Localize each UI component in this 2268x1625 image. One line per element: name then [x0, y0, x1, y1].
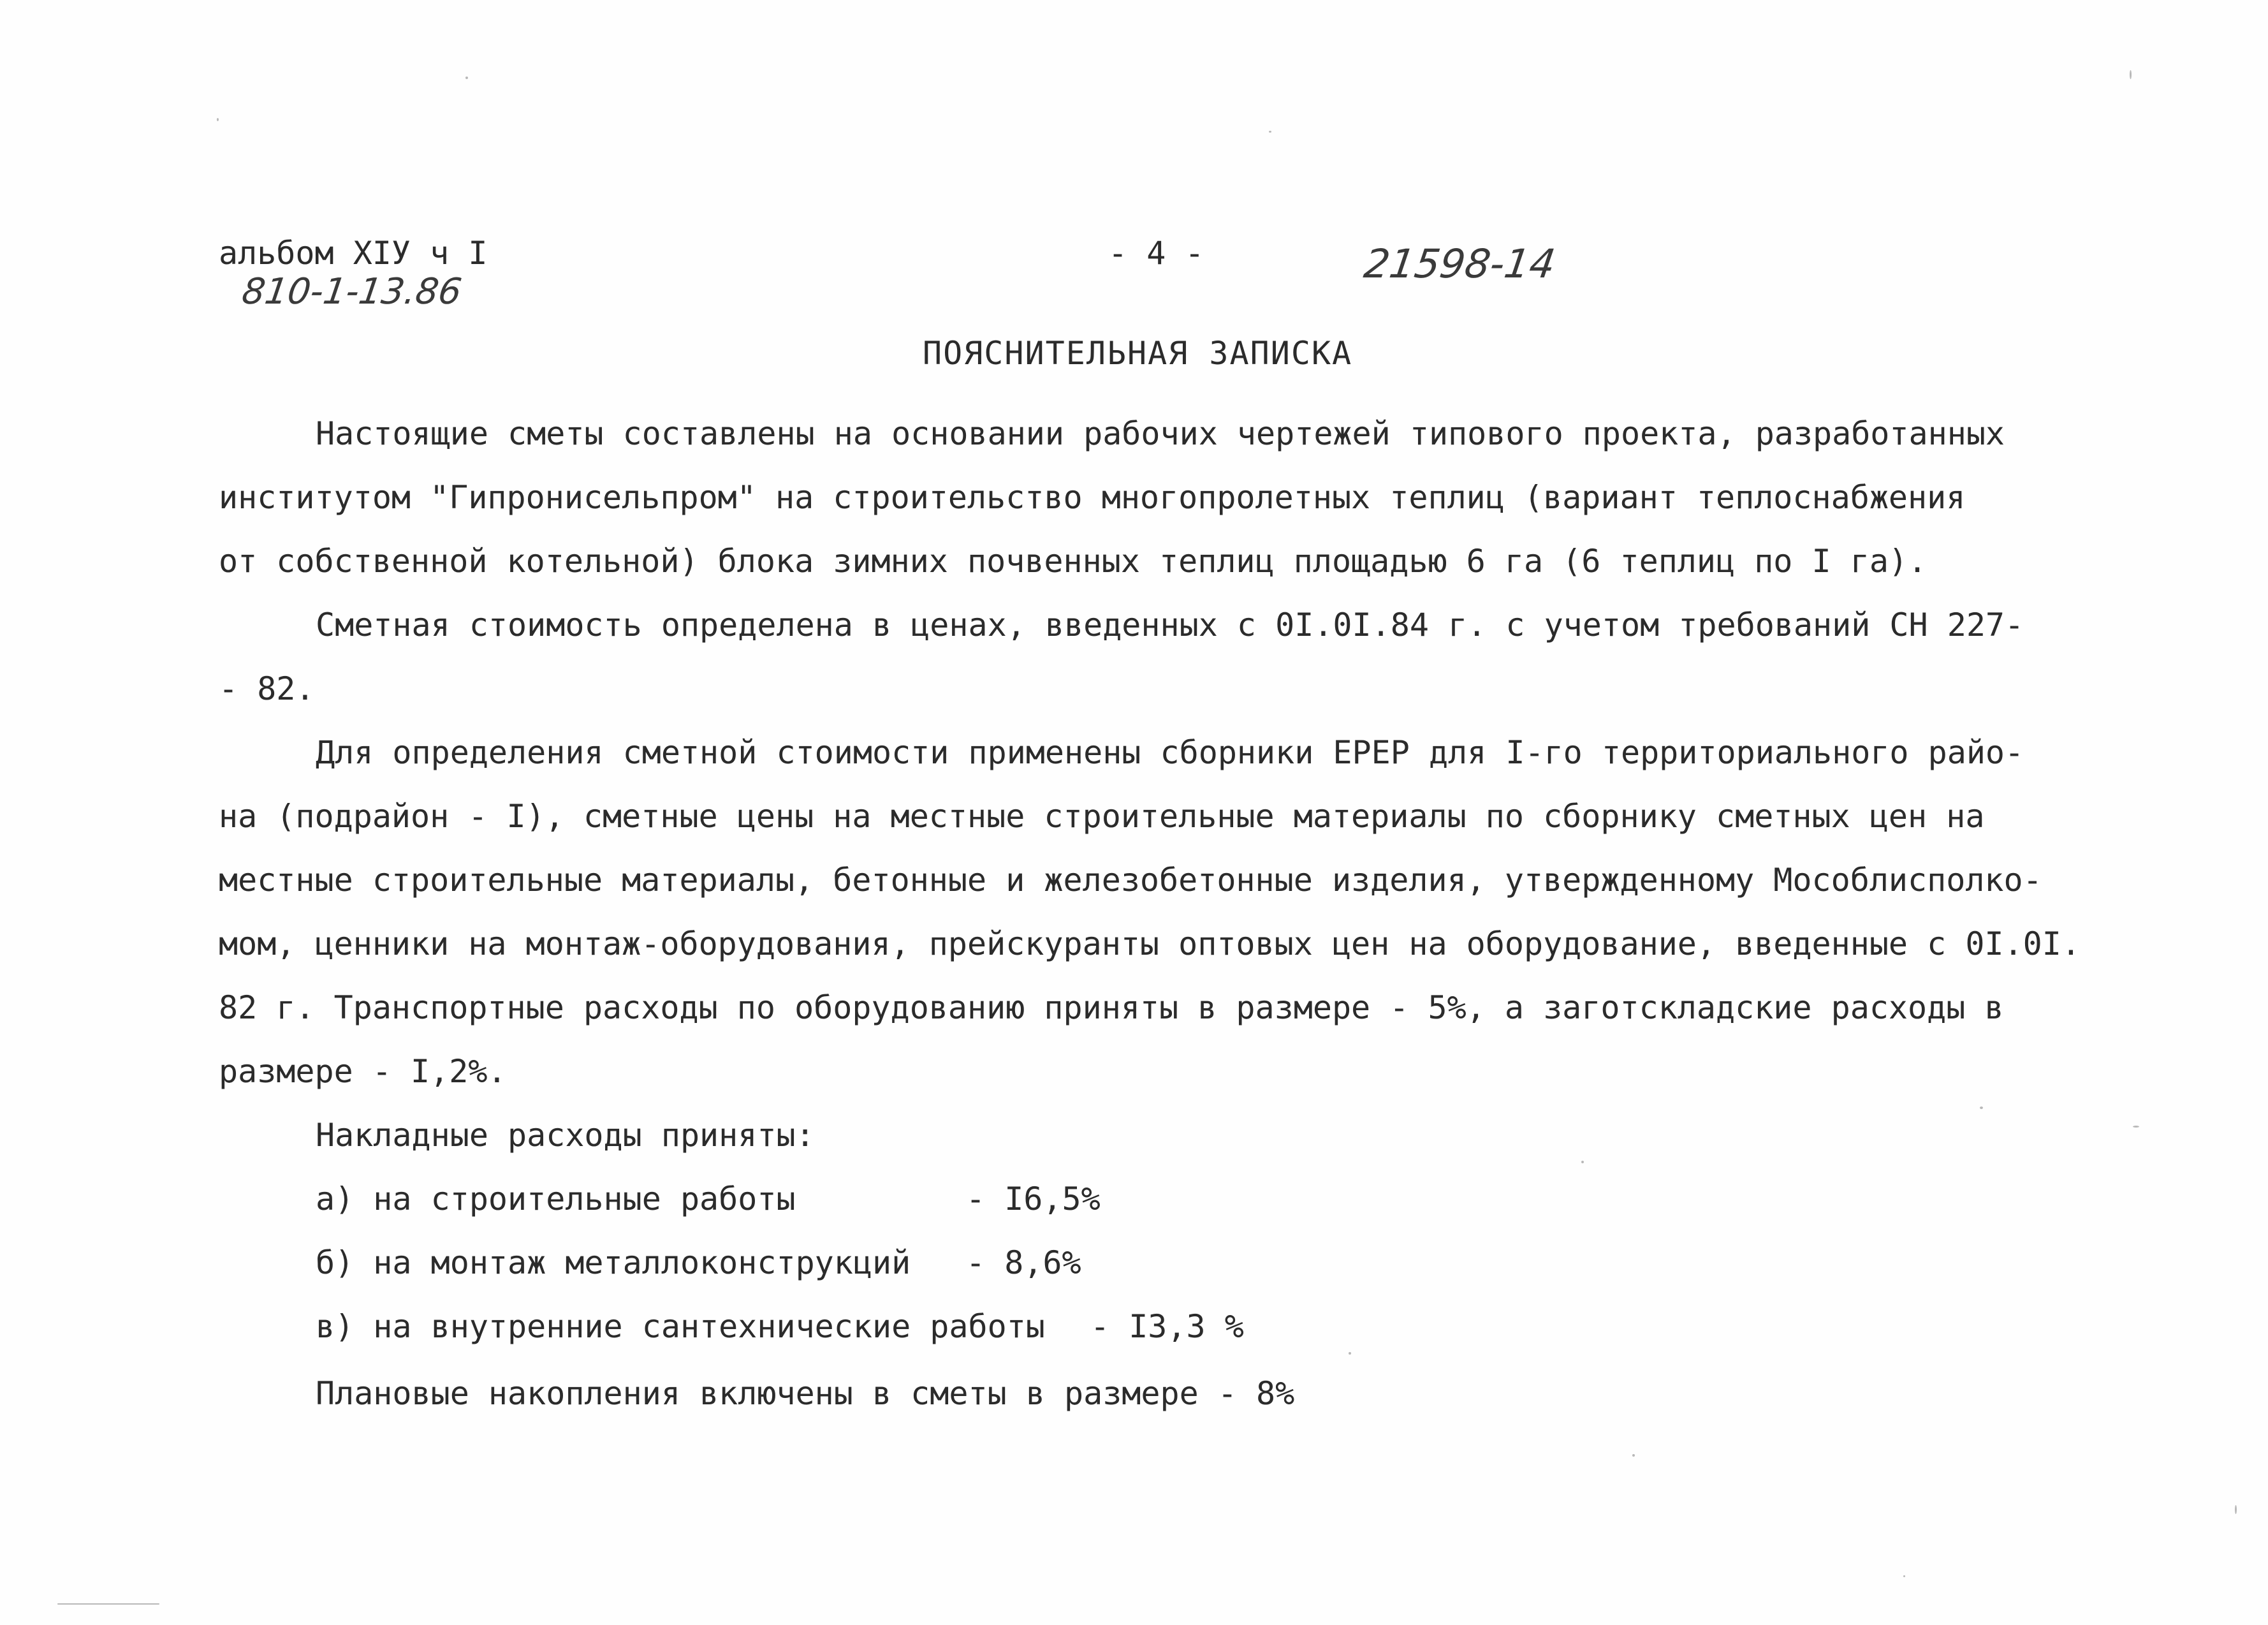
overhead-item-b-value: - 8,6% — [966, 1244, 1081, 1281]
paragraph-3-line-6: размере - I,2%. — [219, 1053, 507, 1090]
document-title: ПОЯСНИТЕЛЬНАЯ ЗАПИСКА — [923, 335, 1353, 372]
scan-speck — [1632, 1454, 1635, 1457]
overhead-item-b-label: б) на монтаж металлоконструкций — [316, 1244, 911, 1281]
paragraph-3-line-2: на (подрайон - I), сметные цены на местные строительные материалы по сборнику сметных цен на — [219, 798, 1985, 835]
scan-speck — [2130, 70, 2132, 79]
paragraph-1-line-1: Настоящие сметы составлены на основании рабочих чертежей типового проекта, разработанных — [316, 415, 2005, 452]
paragraph-2-line-2: - 82. — [219, 670, 315, 707]
scan-speck — [2133, 1126, 2139, 1128]
overhead-item-c-value: - I3,3 % — [1090, 1308, 1244, 1345]
scan-speck — [1903, 1575, 1905, 1577]
sheet-number-handwritten: 21598-14 — [1361, 240, 1558, 287]
scan-speck — [217, 118, 219, 121]
paragraph-1-line-3: от собственной котельной) блока зимних почвенных теплиц площадью 6 га (6 теплиц по I га). — [219, 543, 1928, 580]
paragraph-3-line-1: Для определения сметной стоимости применены сборники ЕРЕР для I-го территориального райо- — [316, 734, 2024, 771]
paragraph-3-line-4: мом, ценники на монтаж-оборудования, прейскуранты оптовых цен на оборудование, введенные с 0I.0I. — [219, 925, 2081, 962]
album-label: альбом XIУ ч I — [219, 235, 488, 272]
scan-speck — [1349, 1352, 1351, 1355]
album-code-handwritten: 810-1-13.86 — [239, 271, 464, 312]
scan-speck — [1980, 1107, 1983, 1109]
overhead-item-a-value: - I6,5% — [966, 1180, 1101, 1217]
paragraph-3-line-5: 82 г. Транспортные расходы по оборудованию приняты в размере - 5%, а заготскладские расходы в — [219, 989, 2004, 1026]
paragraph-1-line-2: институтом "Гипронисельпром" на строительство многопролетных теплиц (вариант теплоснабжения — [219, 479, 1966, 516]
overhead-heading: Накладные расходы приняты: — [316, 1117, 815, 1154]
planned-savings: Плановые накопления включены в сметы в размере - 8% — [316, 1375, 1295, 1412]
scan-speck — [2235, 1505, 2237, 1514]
overhead-item-a-label: а) на строительные работы — [316, 1180, 796, 1217]
paragraph-2-line-1: Сметная стоимость определена в ценах, введенных с 0I.0I.84 г. с учетом требований СН 227- — [316, 607, 2024, 643]
scan-speck — [1269, 131, 1271, 133]
scan-speck — [57, 1603, 159, 1605]
scan-speck — [465, 77, 468, 79]
scan-speck — [1581, 1161, 1584, 1163]
overhead-item-c-label: в) на внутренние сантехнические работы — [316, 1308, 1045, 1345]
page-number: - 4 - — [1108, 235, 1204, 272]
paragraph-3-line-3: местные строительные материалы, бетонные и железобетонные изделия, утвержденному Мособлисполко- — [219, 862, 2042, 899]
